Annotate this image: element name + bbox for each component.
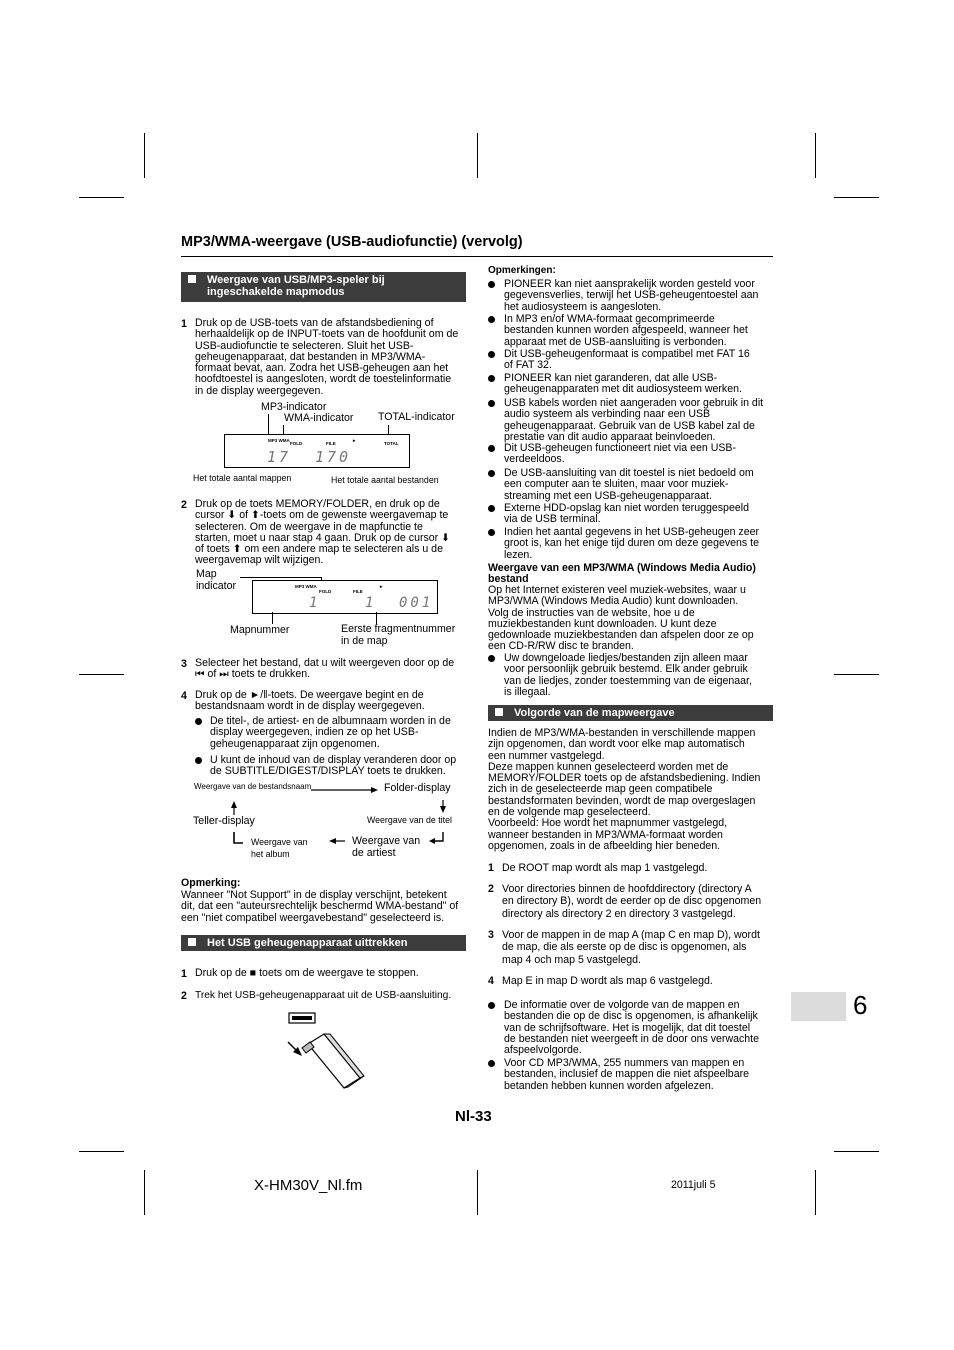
text-line: een CD-R/RW disc te branden. bbox=[488, 640, 634, 653]
step-text: Druk op de ■ toets om de weergave te stoppen. bbox=[195, 967, 419, 979]
crop-mark bbox=[144, 133, 145, 178]
text-line: Dit USB-geheugen functioneert niet via een USB- bbox=[504, 442, 737, 454]
crop-mark bbox=[79, 197, 124, 198]
square-bullet-icon bbox=[495, 708, 503, 716]
label-line: in de map bbox=[341, 635, 388, 647]
chapter-number: 6 bbox=[853, 990, 868, 1020]
text-line: Wanneer "Not Support" in de display verschijnt, betekent bbox=[181, 889, 447, 901]
text-line: Deze mappen kunnen geselecteerd worden met de bbox=[488, 760, 729, 773]
wma-title bbox=[488, 563, 778, 586]
section-header-usb-playback bbox=[181, 272, 466, 302]
text-line: zich in de geselecteerde map geen compatibele bbox=[488, 783, 713, 796]
indicator-pointer bbox=[272, 612, 273, 624]
note-item bbox=[504, 503, 779, 526]
note-item bbox=[504, 279, 779, 313]
text-line: een computer aan te sluiten, maar voor muziek- bbox=[504, 478, 729, 491]
label-line: Weergave van bbox=[251, 837, 308, 847]
text-line: of FAT 32. bbox=[504, 359, 552, 372]
bullet-icon bbox=[488, 375, 495, 382]
step-number: 1 bbox=[181, 318, 187, 330]
page-number: Nl-33 bbox=[455, 1108, 492, 1125]
text-line: MEMORY/FOLDER toets op de afstandsbediening. Indien bbox=[488, 772, 761, 785]
text-line: bestandsformaten bevinden, wordt de map overgeslagen bbox=[488, 794, 756, 807]
crop-mark bbox=[834, 197, 879, 198]
display-play-icon: ► bbox=[379, 584, 384, 589]
text-line: herhaaldelijk op de INPUT-toets van de hoofdunit om de bbox=[195, 328, 459, 341]
map-indicator-label bbox=[196, 568, 236, 592]
step-number: 3 bbox=[488, 929, 494, 941]
text-line: Dit USB-geheugenformaat is compatibel met FAT 16 bbox=[504, 348, 750, 360]
footer-date: 2011juli 5 bbox=[671, 1179, 716, 1191]
cycle-artist bbox=[352, 835, 420, 859]
text-line: in de display weergegeven. bbox=[195, 384, 324, 397]
step-number: 4 bbox=[488, 975, 494, 987]
cycle-album bbox=[251, 836, 308, 860]
section-header-folder-order bbox=[488, 705, 773, 721]
display-folder-count: 17 bbox=[267, 448, 292, 466]
text-line: ⏮ of ⏭ toets te drukken. bbox=[195, 668, 311, 681]
text-line: lezen. bbox=[504, 548, 533, 561]
caption-first-track bbox=[341, 623, 455, 647]
text-line: de SUBTITLE/DIGEST/DISPLAY toets te drukken. bbox=[210, 765, 446, 778]
text-line: bestanden die op de disc is opgenomen, is afhankelijk bbox=[504, 1010, 758, 1023]
text-line: Map E in map D wordt als map 6 vastgelegd. bbox=[502, 975, 713, 987]
text-line: display weergegeven, indien ze op het USB- bbox=[210, 726, 419, 739]
text-line: MP3/WMA (Windows Media Audio) kunt downloaden. bbox=[488, 595, 739, 608]
bullet-icon bbox=[488, 1002, 495, 1009]
indicator-pointer bbox=[240, 577, 322, 578]
text-line: Druk op de ►/‖-toets. De weergave begint en de bbox=[195, 689, 424, 701]
display-fold: FOLD bbox=[319, 589, 332, 594]
section-header-remove-usb bbox=[181, 935, 466, 951]
step-text bbox=[195, 658, 470, 681]
text-line: hoofdtoestel is aangesloten, wordt de toestelinformatie bbox=[195, 373, 452, 386]
bullet-icon bbox=[195, 757, 202, 764]
crop-mark bbox=[834, 674, 879, 675]
text-line: apparaat met de USB-aansluiting is verbonden. bbox=[504, 335, 727, 348]
text-line: afspeelvolgorde. bbox=[504, 1044, 582, 1057]
text-line: zijn opgenomen, dan wordt voor elke map automatisch bbox=[488, 738, 745, 751]
step-number: 2 bbox=[181, 499, 187, 511]
step-text bbox=[195, 690, 470, 713]
text-line: Voor de mappen in de map A (map C en map D), wordt bbox=[502, 929, 760, 941]
text-line: Voor directories binnen de hoofddirectory (directory A bbox=[502, 883, 752, 895]
text-line: geheugenapparaat. Gebruik van de USB kabel zal de bbox=[504, 419, 755, 432]
label-line: Weergave van bbox=[352, 835, 421, 847]
text-line: Weergave van een MP3/WMA (Windows Media Audio) bbox=[488, 562, 756, 574]
text-line: formaat bevat, aan. Zodra het USB-geheugen aan het bbox=[195, 362, 449, 375]
text-line: bestand bbox=[488, 573, 529, 586]
text-line: Druk op de toets MEMORY/FOLDER, en druk op de bbox=[195, 498, 440, 510]
display-first-track: 001 bbox=[399, 595, 434, 611]
text-line: Selecteer het bestand, dat u wilt weergeven door op de bbox=[195, 657, 455, 669]
text-line: weergavemap wilt wijzigen. bbox=[195, 554, 324, 567]
section-header-text: Weergave van USB/MP3-speler bij ingeschakelde mapmodus bbox=[207, 274, 385, 298]
text-line: cursor ⬇ of ⬆-toets om de gewenste weergavemap te bbox=[195, 509, 449, 522]
label-line: het album bbox=[251, 849, 290, 859]
usb-stick-illustration bbox=[280, 1008, 370, 1098]
text-line: verdeeldoos. bbox=[504, 453, 565, 466]
step-text bbox=[195, 318, 470, 397]
indicator-pointer bbox=[268, 414, 269, 436]
text-line: en de volgende map geselecteerd. bbox=[488, 806, 651, 819]
square-bullet-icon bbox=[188, 275, 196, 283]
step-text bbox=[502, 929, 760, 966]
text-line: directory als directory 2 en directory 3 vastgelegd. bbox=[502, 907, 736, 920]
crop-mark bbox=[144, 1170, 145, 1215]
step-number: 1 bbox=[181, 968, 187, 980]
text-line: geheugenapparaat, dat bestanden in MP3/WMA- bbox=[195, 350, 426, 363]
display-total: TOTAL bbox=[384, 441, 399, 446]
text-line: map 4 och map 5 vastgelegd. bbox=[502, 953, 641, 966]
text-line: gegevensverlies, terwijl het USB-geheugentoestel aan bbox=[504, 289, 759, 302]
text-line: PIONEER kan niet garanderen, dat alle USB- bbox=[504, 372, 718, 384]
text-line: via de USB terminal. bbox=[504, 513, 601, 526]
text-line: Externe HDD-opslag kan niet worden teruggespeeld bbox=[504, 502, 749, 514]
text-line: van de liedjes, zonder toestemming van de eigenaar, bbox=[504, 674, 752, 687]
text-line: streaming met een USB-geheugenapparaat. bbox=[504, 489, 712, 502]
text-line: audio systeem als verbinding naar een USB bbox=[504, 408, 711, 421]
step-text bbox=[502, 975, 713, 987]
bullet-text bbox=[504, 1000, 779, 1056]
text-line: dit, dat een "auteursrechtelijk beschermd WMA-bestand" of bbox=[181, 900, 459, 913]
lcd-display-total bbox=[224, 434, 410, 468]
text-line: is illegaal. bbox=[504, 685, 551, 698]
crop-mark bbox=[477, 1170, 478, 1215]
step-text bbox=[502, 862, 707, 874]
crop-mark bbox=[834, 1151, 879, 1152]
bullet-icon bbox=[488, 281, 495, 288]
note-item bbox=[504, 398, 779, 443]
text-line: USB-audiofunctie te selecteren. Sluit het USB- bbox=[195, 339, 414, 352]
note-item bbox=[504, 314, 779, 348]
label-line: indicator bbox=[196, 580, 237, 592]
total-indicator-label: TOTAL-indicator bbox=[378, 411, 455, 423]
text-line: opgenomen, zoals in de afbeelding hier beneden. bbox=[488, 839, 721, 852]
cycle-filename: Weergave van de bestandsnaam bbox=[194, 782, 312, 791]
text-line: voor persoonlijk gebruik bestemd. Elk ander gebruik bbox=[504, 663, 748, 676]
step-text bbox=[195, 499, 470, 567]
label-line: Map bbox=[196, 568, 217, 580]
display-fold: FOLD bbox=[290, 441, 303, 446]
page-title: MP3/WMA-weergave (USB-audiofunctie) (vervolg) bbox=[181, 234, 523, 250]
crop-mark bbox=[815, 133, 816, 178]
crop-mark bbox=[477, 133, 478, 178]
cycle-title: Weergave van de titel bbox=[367, 815, 452, 825]
text-line: bestanden, inclusief de mappen die niet afspeelbare bbox=[504, 1068, 750, 1081]
notes-title: Opmerkingen: bbox=[488, 265, 556, 276]
caption-folder-number: Mapnummer bbox=[230, 624, 290, 636]
display-file: FILE bbox=[326, 441, 336, 446]
step-text bbox=[502, 883, 761, 920]
text-line: de bestanden niet weergeeft in de door ons verwachte bbox=[504, 1032, 760, 1045]
crop-mark bbox=[815, 1170, 816, 1215]
text-line: PIONEER kan niet aansprakelijk worden gesteld voor bbox=[504, 278, 755, 290]
lcd-display-folder bbox=[252, 580, 438, 614]
text-line: geheugenapparaten met dit audiosysteem werken. bbox=[504, 383, 742, 396]
note-item bbox=[504, 527, 779, 561]
wma-indicator-label: WMA-indicator bbox=[284, 412, 354, 424]
bullet-icon bbox=[488, 1060, 495, 1067]
text-line: bestanden kunnen worden afgespeeld, wanneer het bbox=[504, 324, 748, 337]
text-line: De titel-, de artiest- en de albumnaam worden in de bbox=[210, 715, 451, 727]
text-line: Voor CD MP3/WMA, 255 nummers van mappen en bbox=[504, 1057, 745, 1069]
step-number: 2 bbox=[488, 883, 494, 895]
cycle-counter: Teller-display bbox=[193, 815, 255, 827]
text-line: De ROOT map wordt als map 1 vastgelegd. bbox=[502, 862, 708, 874]
crop-mark bbox=[79, 1151, 124, 1152]
cycle-folder: Folder-display bbox=[384, 782, 451, 794]
display-track-number: 1 bbox=[365, 595, 377, 611]
bullet-text bbox=[504, 653, 779, 698]
text-line: Op het Internet existeren veel muziek-websites, waar u bbox=[488, 584, 746, 596]
note-title: Opmerking: bbox=[181, 877, 241, 889]
text-line: een nummer vastgelegd. bbox=[488, 749, 605, 762]
footer-filename: X-HM30V_Nl.fm bbox=[254, 1177, 363, 1194]
step-number: 2 bbox=[181, 990, 187, 1002]
bullet-icon bbox=[488, 445, 495, 452]
step-number: 4 bbox=[181, 690, 187, 702]
display-play-icon: ► bbox=[352, 438, 357, 443]
section-header-text: Volgorde van de mapweergave bbox=[514, 707, 675, 719]
note-item bbox=[504, 373, 779, 396]
caption-total-files: Het totale aantal bestanden bbox=[331, 475, 439, 485]
mp3-indicator-label: MP3-indicator bbox=[261, 401, 327, 413]
bullet-icon bbox=[488, 529, 495, 536]
display-file: FILE bbox=[353, 589, 363, 594]
note-item bbox=[504, 349, 779, 372]
text-line: Volg de instructies van de website, hoe u de bbox=[488, 606, 695, 619]
note-item bbox=[504, 443, 779, 466]
bullet-icon bbox=[488, 351, 495, 358]
bullet-text bbox=[504, 1058, 779, 1092]
label-line: de artiest bbox=[352, 847, 396, 859]
note-item bbox=[504, 468, 779, 502]
text-line: Druk op de USB-toets van de afstandsbediening of bbox=[195, 317, 434, 329]
bullet-text bbox=[210, 716, 472, 750]
text-line: betanden hebben kunnen worden afgelezen. bbox=[504, 1079, 714, 1092]
text-line: gedownloade muziekbestanden dan afspelen door ze op bbox=[488, 629, 754, 642]
bullet-icon bbox=[195, 718, 202, 725]
bullet-icon bbox=[488, 400, 495, 407]
text-line: wanneer bestanden in MP3/WMA-formaat worden bbox=[488, 828, 723, 841]
text-line: groot is, kan het enige tijd duren om deze gegevens te bbox=[504, 537, 760, 550]
step-text: Trek het USB-geheugenapparaat uit de USB-aansluiting. bbox=[195, 990, 452, 1001]
section-header-text: Het USB geheugenapparaat uittrekken bbox=[207, 937, 408, 949]
text-line: De USB-aansluiting van dit toestel is niet bedoeld om bbox=[504, 467, 754, 479]
folder-order-intro bbox=[488, 728, 778, 852]
text-line: selecteren. Om de weergave in de mapfunctie te bbox=[195, 520, 423, 533]
text-line: of toets ⬆ om een andere map te selecteren als u de bbox=[195, 543, 443, 556]
text-line: prestatie van dit audio apparaat beinvloeden. bbox=[504, 430, 716, 443]
bullet-icon bbox=[488, 505, 495, 512]
text-line: Indien het aantal gegevens in het USB-geheugen zeer bbox=[504, 526, 760, 538]
title-rule bbox=[181, 256, 773, 257]
text-line: muziekbestanden kunt downloaden. U kunt deze bbox=[488, 617, 717, 630]
crop-mark bbox=[79, 674, 124, 675]
text-line: In MP3 en/of WMA-formaat gecomprimeerde bbox=[504, 313, 715, 325]
step-number: 3 bbox=[181, 658, 187, 670]
text-line: De informatie over de volgorde van de mappen en bbox=[504, 999, 740, 1011]
caption-total-folders: Het totale aantal mappen bbox=[193, 473, 292, 483]
text-line: geheugenapparaat zijn opgenomen. bbox=[210, 737, 380, 750]
display-file-count: 170 bbox=[315, 448, 352, 466]
text-line: de map, die als eerste op de disc is opgenomen, als bbox=[502, 941, 747, 954]
text-line: een "niet compatibel weergavebestand" geselecteerd is. bbox=[181, 911, 445, 924]
text-line: en directory B), wordt de eerder op de disc opgenomen bbox=[502, 895, 762, 908]
bullet-icon bbox=[488, 316, 495, 323]
chapter-tab bbox=[791, 992, 846, 1021]
wma-text bbox=[488, 585, 778, 653]
text-line: Indien de MP3/WMA-bestanden in verschillende mappen bbox=[488, 727, 756, 739]
text-line: Uw downgeloade liedjes/bestanden zijn alleen maar bbox=[504, 652, 748, 664]
text-line: bestandsnaam wordt in de display weergegeven. bbox=[195, 700, 425, 713]
text-line: U kunt de inhoud van de display veranderen door op bbox=[210, 754, 457, 766]
text-line: USB kabels worden niet aangeraden voor gebruik in dit bbox=[504, 397, 764, 409]
note-text bbox=[181, 890, 471, 924]
display-mp3wma: MP3 WMA bbox=[295, 584, 317, 589]
text-line: starten, moet u naar stap 4 gaan. Druk op de cursor ⬇ bbox=[195, 531, 451, 544]
display-mp3wma: MP3 WMA bbox=[268, 438, 290, 443]
text-line: het audiosysteem is aangesloten. bbox=[504, 300, 662, 313]
square-bullet-icon bbox=[188, 938, 196, 946]
bullet-icon bbox=[488, 470, 495, 477]
bullet-icon bbox=[488, 655, 495, 662]
text-line: van de schrijfsoftware. Het is mogelijk, dat dit toestel bbox=[504, 1021, 751, 1034]
label-line: Eerste fragmentnummer bbox=[341, 623, 456, 635]
display-folder-number: 1 bbox=[309, 595, 321, 611]
text-line: Voorbeeld: Hoe wordt het mapnummer vastgelegd, bbox=[488, 817, 728, 830]
step-number: 1 bbox=[488, 862, 494, 874]
